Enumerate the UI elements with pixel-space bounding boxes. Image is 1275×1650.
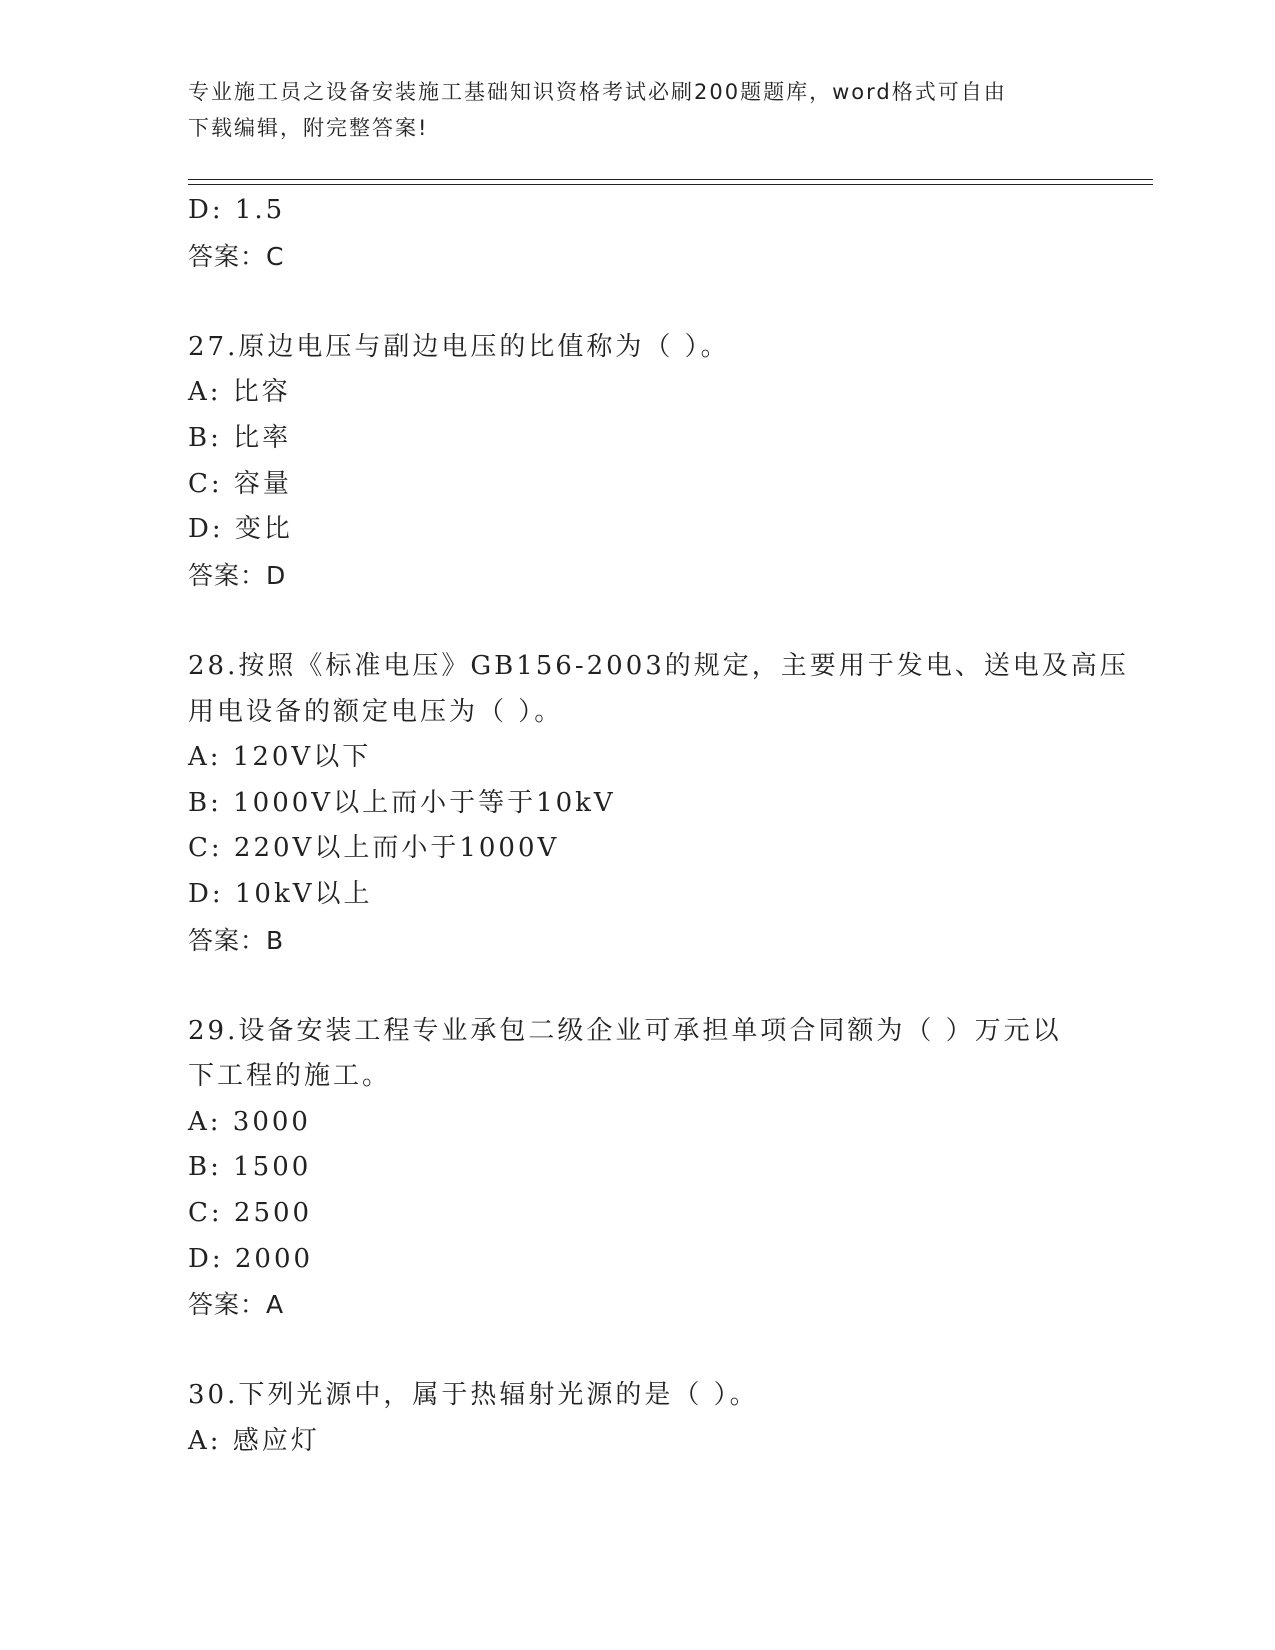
option-d: D: 1.5	[188, 195, 286, 225]
option-a: A: 感应灯	[188, 1426, 320, 1457]
option-d: D: 变比	[188, 514, 293, 545]
question-28	[188, 644, 1129, 963]
spacer	[188, 1328, 1088, 1374]
question-30	[188, 1373, 1088, 1464]
question-stem-line-1: 28.按照《标准电压》GB156-2003的规定，主要用于发电、送电及高压	[188, 650, 1129, 681]
option-b: B: 比率	[188, 422, 292, 453]
header-divider-top	[188, 179, 1153, 180]
question-26-tail	[188, 188, 1088, 279]
question-stem: 30.下列光源中，属于热辐射光源的是（ ）。	[188, 1380, 759, 1411]
header-divider-bottom	[188, 184, 1153, 185]
option-b: B: 1500	[188, 1152, 312, 1183]
option-d: D: 2000	[188, 1243, 314, 1274]
answer-line: 答案：A	[188, 1290, 285, 1320]
question-list	[188, 188, 1129, 1465]
option-d: D: 10kV以上	[188, 878, 373, 909]
header-title-line-2: 下载编辑，附完整答案!	[188, 116, 429, 140]
header-title-line-1: 专业施工员之设备安装施工基础知识资格考试必刷200题题库，word格式可自由	[188, 80, 1007, 104]
question-stem-line-1: 29.设备安装工程专业承包二级企业可承担单项合同额为（ ）万元以	[188, 1015, 1062, 1046]
answer-line: 答案：D	[188, 560, 287, 590]
question-27	[188, 325, 1088, 599]
spacer	[188, 598, 1088, 644]
spacer	[188, 963, 1088, 1009]
question-29	[188, 1009, 1088, 1328]
question-stem-line-2: 下工程的施工。	[188, 1061, 392, 1092]
question-stem-line-2: 用电设备的额定电压为（ ）。	[188, 696, 564, 727]
option-a: A: 比容	[188, 377, 291, 408]
option-a: A: 3000	[188, 1106, 311, 1137]
option-b: B: 1000V以上而小于等于10kV	[188, 787, 616, 818]
option-c: C: 220V以上而小于1000V	[188, 833, 560, 864]
answer-line: 答案：C	[188, 241, 285, 271]
option-c: C: 2500	[188, 1198, 313, 1229]
question-stem: 27.原边电压与副边电压的比值称为（ ）。	[188, 331, 730, 362]
answer-line: 答案：B	[188, 925, 285, 955]
document-header	[188, 74, 1088, 146]
option-c: C: 容量	[188, 468, 292, 499]
spacer	[188, 279, 1088, 325]
option-a: A: 120V以下	[188, 742, 372, 773]
